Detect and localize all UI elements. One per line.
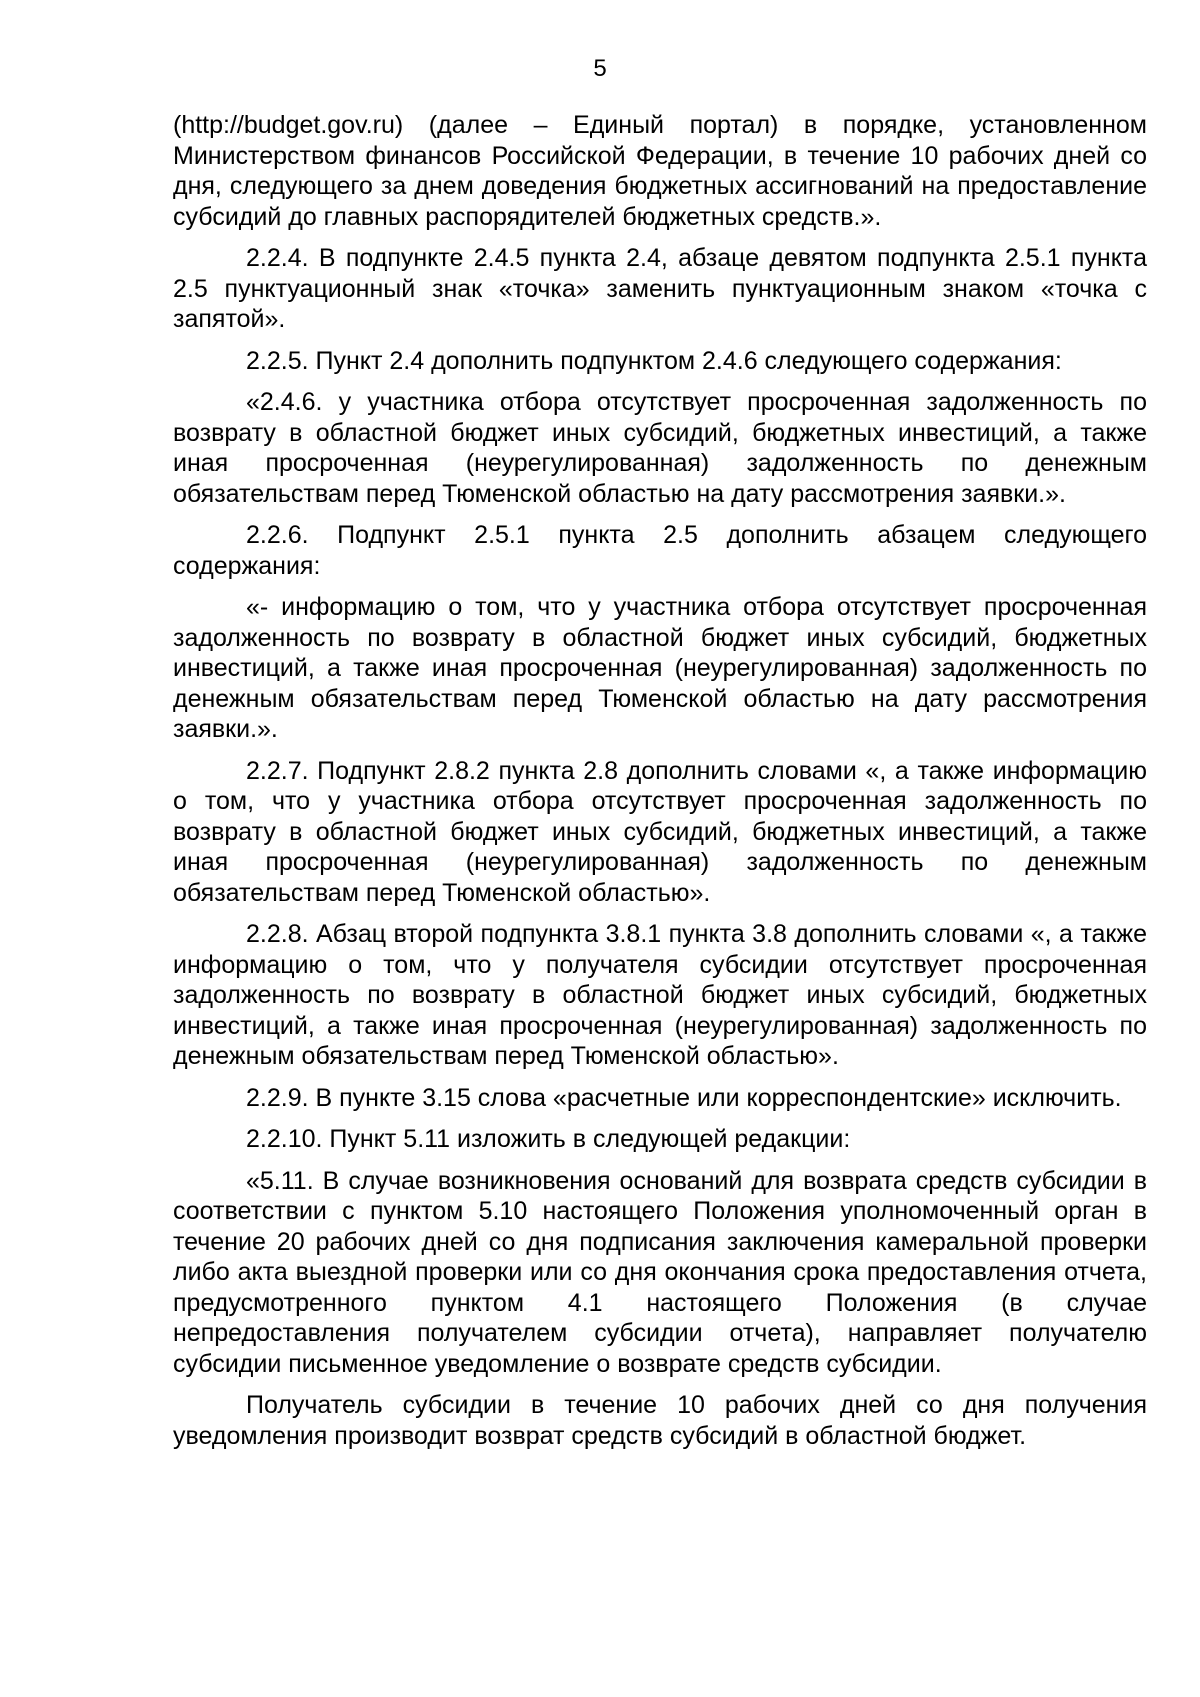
- page-number: 5: [593, 55, 607, 82]
- document-body: [173, 110, 1147, 1462]
- paragraph-2-2-4: 2.2.4. В подпункте 2.4.5 пункта 2.4, абзаце девятом подпункта 2.5.1 пункта 2.5 пунктуационный знак «точка» заменить пунктуационным знаком «точка с запятой».: [173, 244, 1147, 333]
- paragraph-continuation: (http://budget.gov.ru) (далее – Единый портал) в порядке, установленном Министерством финансов Российской Федерации, в течение 10 рабочих дней со дня, следующего за днем доведения бюджетных ассигнований на предоставление субсидий до главных распорядителей бюджетных средств.».: [173, 111, 1147, 231]
- paragraph-recipient-return: Получатель субсидии в течение 10 рабочих дней со дня получения уведомления производит возврат средств субсидий в областной бюджет.: [173, 1391, 1147, 1450]
- paragraph-2-2-9: 2.2.9. В пункте 3.15 слова «расчетные или корреспондентские» исключить.: [246, 1083, 1122, 1112]
- paragraph-2-2-6: 2.2.6. Подпункт 2.5.1 пункта 2.5 дополнить абзацем следующего содержания:: [173, 521, 1147, 580]
- paragraph-quote-information: «- информацию о том, что у участника отбора отсутствует просроченная задолженность по возврату в областной бюджет иных субсидий, бюджетных инвестиций, а также иная просроченная (неурегулированная) задолженность по денежным обязательствам перед Тюменской областью на дату рассмотрения заявки.».: [173, 593, 1147, 743]
- paragraph-2-2-7: 2.2.7. Подпункт 2.8.2 пункта 2.8 дополнить словами «, а также информацию о том, что у участника отбора отсутствует просроченная задолженность по возврату в областной бюджет иных субсидий, бюджетных инвестиций, а также иная просроченная (неурегулированная) задолженность по денежным обязательствам перед Тюменской областью».: [173, 756, 1147, 907]
- paragraph-quote-2-4-6: «2.4.6. у участника отбора отсутствует просроченная задолженность по возврату в областной бюджет иных субсидий, бюджетных инвестиций, а также иная просроченная (неурегулированная) задолженность по денежным обязательствам перед Тюменской областью на дату рассмотрения заявки.».: [173, 388, 1147, 508]
- paragraph-2-2-8: 2.2.8. Абзац второй подпункта 3.8.1 пункта 3.8 дополнить словами «, а также информацию о том, что у получателя субсидии отсутствует просроченная задолженность по возврату в областной бюджет иных субсидий, бюджетных инвестиций, а также иная просроченная (неурегулированная) задолженность по денежным обязательствам перед Тюменской областью».: [173, 920, 1147, 1070]
- paragraph-2-2-10: 2.2.10. Пункт 5.11 изложить в следующей редакции:: [246, 1125, 851, 1153]
- paragraph-2-2-5: 2.2.5. Пункт 2.4 дополнить подпунктом 2.4.6 следующего содержания:: [246, 346, 1062, 375]
- paragraph-quote-5-11: «5.11. В случае возникновения оснований для возврата средств субсидии в соответствии с пунктом 5.10 настоящего Положения уполномоченный орган в течение 20 рабочих дней со дня подписания заключения камеральной проверки либо акта выездной проверки или со дня окончания срока предоставления отчета, предусмотренного пунктом 4.1 настоящего Положения (в случае непредоставления получателем субсидии отчета), направляет получателю субсидии письменное уведомление о возврате средств субсидии.: [173, 1166, 1147, 1378]
